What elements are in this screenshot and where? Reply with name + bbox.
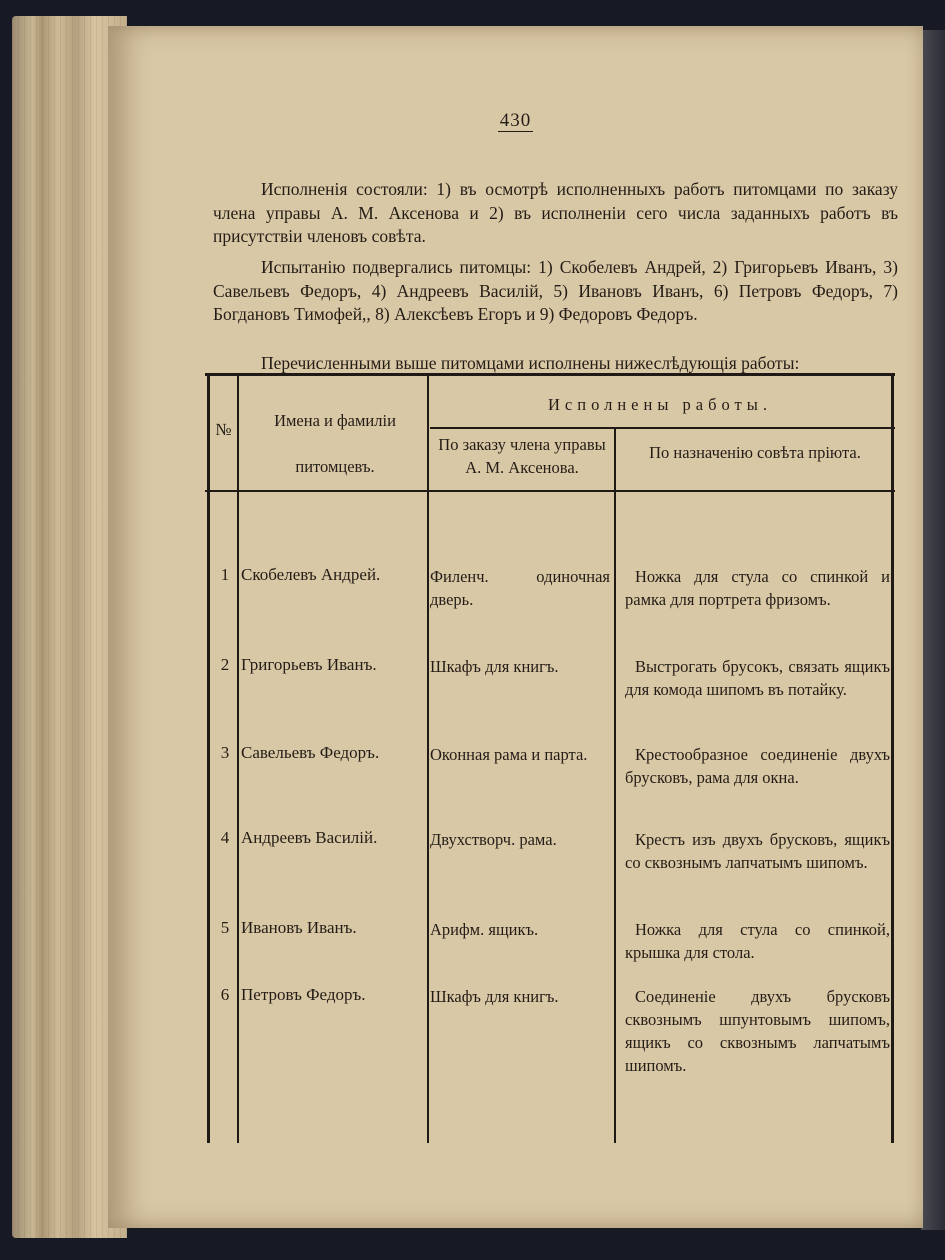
header-num: №	[215, 420, 232, 439]
row-4-num: 4	[220, 828, 230, 847]
header-names: Имена и фамиліи питомцевъ.	[274, 411, 396, 476]
row-4-order: Двухстворч. рама.	[430, 830, 557, 849]
row-1-num: 1	[220, 565, 230, 584]
row-3-name: Савельевъ Федоръ.	[241, 743, 380, 762]
page-number	[108, 110, 923, 132]
row-5-name: Ивановъ Иванъ.	[241, 918, 357, 937]
page-number-text: 430	[499, 110, 532, 131]
row-3-assigned: Крестообразное соединеніе двухъ брусковъ, рама для окна.	[625, 745, 890, 787]
row-3-num: 3	[220, 743, 230, 762]
row-2-name: Григорьевъ Иванъ.	[241, 655, 377, 674]
row-4-name: Андреевъ Василій.	[241, 828, 378, 847]
paragraph-1-text: Исполненія состояли: 1) въ осмотрѣ исполненныхъ работъ питомцами по заказу члена управы А. М. Аксенова и 2) въ исполненіи сего числа заданныхъ работъ въ присутствіи членовъ совѣта.	[213, 179, 898, 246]
paragraph-3	[213, 352, 898, 376]
works-table	[205, 373, 895, 1143]
table-top-rule	[205, 373, 895, 376]
book-cover-edge	[921, 30, 945, 1230]
row-1-name: Скобелевъ Андрей.	[241, 565, 381, 584]
row-5-order: Арифм. ящикъ.	[430, 920, 539, 939]
header-works: Исполнены работы.	[548, 395, 772, 414]
table-header-rule	[205, 490, 895, 492]
row-6-assigned: Соединеніе двухъ брусковъ сквознымъ шпунтовымъ шипомъ, ящикъ со сквознымъ лапчатымъ шипомъ.	[625, 987, 890, 1075]
book-page	[108, 26, 923, 1228]
row-2-num: 2	[220, 655, 230, 674]
works-subheader-rule	[430, 427, 895, 429]
header-by-council: По назначенію совѣта пріюта.	[649, 443, 861, 462]
row-3-order: Оконная рама и парта.	[430, 745, 588, 764]
row-6-order: Шкафъ для книгъ.	[430, 987, 559, 1006]
row-2-order: Шкафъ для книгъ.	[430, 657, 559, 676]
table-left-border	[207, 373, 210, 1143]
header-by-order: По заказу члена управы А. М. Аксенова.	[438, 435, 606, 477]
row-6-name: Петровъ Федоръ.	[241, 985, 366, 1004]
paragraph-1	[213, 178, 898, 249]
order-column-rule	[614, 427, 616, 1143]
table-right-border	[891, 373, 894, 1143]
row-5-assigned: Ножка для стула со спинкой, крышка для стола.	[625, 920, 890, 962]
paragraph-2-text: Испытанію подвергались питомцы: 1) Скобелевъ Андрей, 2) Григорьевъ Иванъ, 3) Савельевъ Федоръ, 4) Андреевъ Василій, 5) Ивановъ Иванъ, 6) Петровъ Федоръ, 7) Богдановъ Тимофей,, 8) Алексѣевъ Егоръ и 9) Федоровъ Федоръ.	[213, 257, 898, 324]
row-1-order: Филенч. одиночная дверь.	[430, 567, 610, 609]
num-column-rule	[237, 373, 239, 1143]
paragraph-2	[213, 256, 898, 327]
row-6-num: 6	[220, 985, 230, 1004]
row-4-assigned: Крестъ изъ двухъ брусковъ, ящикъ со сквознымъ лапчатымъ шипомъ.	[625, 830, 890, 872]
paragraph-3-text: Перечисленными выше питомцами исполнены нижеслѣдующія работы:	[261, 353, 800, 373]
row-2-assigned: Выстрогать брусокъ, связать ящикъ для комода шипомъ въ потайку.	[625, 657, 890, 699]
row-1-assigned: Ножка для стула со спинкой и рамка для портрета фризомъ.	[625, 567, 890, 609]
row-5-num: 5	[220, 918, 230, 937]
